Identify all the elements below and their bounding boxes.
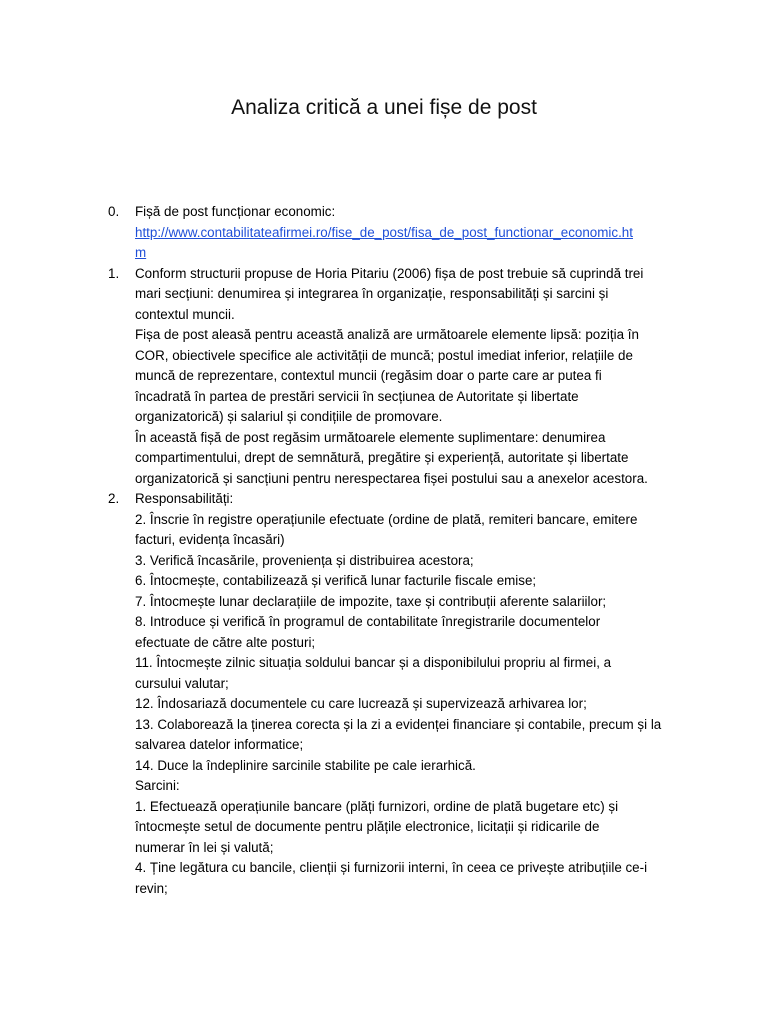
list-line: întocmește setul de documente pentru plățile electronice, licitații și ridicarile de bbox=[135, 819, 600, 834]
list-number: 1. bbox=[108, 265, 120, 281]
list-item-2 bbox=[108, 489, 678, 899]
list-line: muncă de reprezentare, contextul muncii (regăsim doar o parte care ar putea fi bbox=[135, 368, 602, 383]
list-item-0 bbox=[108, 202, 678, 264]
list-line: 4. Ține legătura cu bancile, clienții și furnizorii interni, în ceea ce privește atribuțiile ce-i bbox=[135, 860, 648, 875]
list-line: 11. Întocmește zilnic situația soldului bancar și a disponibilului propriu al firmei, a bbox=[135, 655, 612, 670]
list-line: 2. Înscrie în registre operațiunile efectuate (ordine de plată, remiteri bancare, emitere bbox=[135, 511, 638, 527]
list-line: Fișa de post aleasă pentru această analiză are următoarele elemente lipsă: poziția în bbox=[135, 327, 639, 342]
list-line: COR, obiectivele specifice ale activității de muncă; postul imediat inferior, relațiile de bbox=[135, 347, 633, 363]
source-link[interactable]: http://www.contabilitateafirmei.ro/fise_de_post/fisa_de_post_functionar_economic.ht bbox=[135, 224, 633, 240]
list-line: cursului valutar; bbox=[135, 675, 229, 691]
list-line: 1. Efectuează operațiunile bancare (plăți furnizori, ordine de plată bugetare etc) și bbox=[135, 798, 619, 814]
list-number: 0. bbox=[108, 204, 120, 219]
list-line: 8. Introduce și verifică în programul de contabilitate înregistrarile documentelor bbox=[135, 614, 601, 629]
list-line: contextul muncii. bbox=[135, 306, 235, 322]
list-number: 2. bbox=[108, 491, 120, 506]
list-line: organizatorică și sancțiuni pentru nerespectarea fișei postului sau a anexelor acestora. bbox=[135, 470, 648, 486]
list-line: încadrată în partea de prestări servicii în secțiunea de Autoritate și libertate bbox=[135, 388, 579, 404]
document-title: Analiza critică a unei fișe de post bbox=[231, 96, 537, 119]
list-line: 7. Întocmește lunar declarațiile de impozite, taxe și contribuții aferente salariilor; bbox=[135, 593, 607, 609]
list-line: organizatorică) și salariul și condițiile de promovare. bbox=[135, 409, 443, 424]
list-line: numerar în lei și valută; bbox=[135, 839, 274, 855]
numbered-list bbox=[108, 202, 678, 899]
list-line: Conform structurii propuse de Horia Pitariu (2006) fișa de post trebuie să cuprindă trei bbox=[135, 265, 644, 281]
list-line: salvarea datelor informatice; bbox=[135, 737, 304, 752]
list-line: facturi, evidența încasări) bbox=[135, 532, 285, 547]
list-line: 6. Întocmește, contabilizează și verifică lunar facturile fiscale emise; bbox=[135, 573, 537, 588]
list-line: Fișă de post funcționar economic: bbox=[135, 204, 336, 219]
list-line: În această fișă de post regăsim următoarele elemente suplimentare: denumirea bbox=[135, 429, 606, 445]
list-line: Sarcini: bbox=[135, 778, 180, 793]
list-line: Responsabilități: bbox=[135, 491, 234, 506]
list-line: 3. Verifică încasările, proveniența și distribuirea acestora; bbox=[135, 552, 474, 568]
list-line: compartimentului, drept de semnătură, pregătire și experiență, autoritate și libertate bbox=[135, 450, 629, 465]
list-line: revin; bbox=[135, 880, 168, 896]
list-item-1 bbox=[108, 264, 678, 490]
source-link-continued[interactable]: m bbox=[135, 245, 147, 260]
list-line: 14. Duce la îndeplinire sarcinile stabilite pe cale ierarhică. bbox=[135, 757, 476, 773]
list-line: efectuate de către alte posturi; bbox=[135, 634, 316, 650]
list-line: 12. Îndosariază documentele cu care lucrează și supervizează arhivarea lor; bbox=[135, 696, 587, 711]
list-line: 13. Colaborează la ținerea corecta și la zi a evidenței financiare și contabile, precum și la bbox=[135, 716, 662, 732]
list-line: mari secțiuni: denumirea și integrarea în organizație, responsabilități și sarcini și bbox=[135, 286, 609, 301]
